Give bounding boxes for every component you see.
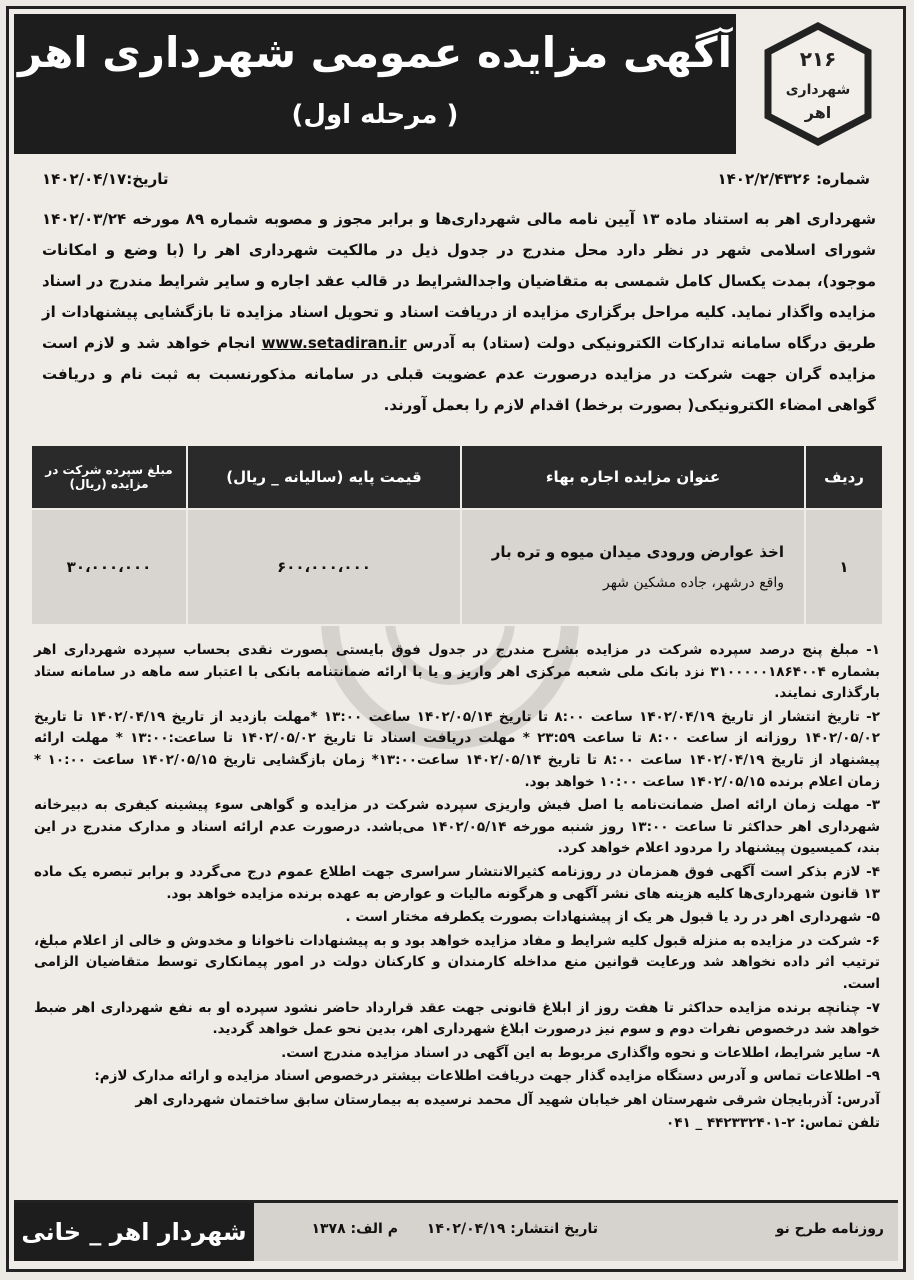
notice-number: شماره: ۱۴۰۲/۲/۴۳۲۶	[717, 170, 870, 188]
setad-link[interactable]: www.setadiran.ir	[261, 334, 407, 352]
title-banner	[14, 14, 736, 154]
subject-cell	[461, 509, 805, 625]
newspaper-name: روزنامه طرح نو	[775, 1221, 884, 1237]
logo-city: اهر	[804, 103, 832, 122]
term-2: ۲- تاریخ انتشار از تاریخ ۱۴۰۲/۰۴/۱۹ ساعت ۸:۰۰ تا تاریخ ۱۴۰۲/۰۵/۱۴ ساعت ۱۳:۰۰ *مهلت بازدید از تاریخ ۱۴۰۲/۰۴/۱۹ تا تاریخ ۱۴۰۲/۰۵/۰۲ روزانه از ساعت ۸:۰۰ تا ساعت ۲۳:۵۹ * مهلت دریافت اسناد تا تاریخ ۱۴۰۲/۰۵/۰۲ تا ساعت:۱۳:۰۰ * مهلت ارائه پیشنهاد از تاریخ ۱۴۰۲/۰۴/۱۹ ساعت ۸:۰۰ تا تاریخ ۱۴۰۲/۰۵/۱۴ ساعت۱۳:۰۰* زمان بازگشایی تاریخ ۱۴۰۲/۰۵/۱۵ ساعت ۱۰:۰۰ * زمان اعلام برنده ۱۴۰۲/۰۵/۱۵ ساعت ۱۰:۰۰ خواهد بود.	[34, 708, 881, 790]
col-header-row: ردیف	[805, 445, 883, 509]
contact-address: آدرس: آذربایجان شرقی شهرستان اهر خیابان شهید آل محمد نرسیده به بیمارستان سابق ساختمان شهرداری اهر	[135, 1091, 880, 1108]
municipality-logo	[756, 22, 880, 146]
term-8: ۸- سایر شرایط، اطلاعات و نحوه واگذاری مربوط به این آگهی در اسناد مزایده مندرج است.	[281, 1044, 880, 1061]
contact-phone: تلفن تماس: ۲-۴۴۲۳۳۲۴۰۱ _ ۰۴۱	[666, 1115, 880, 1132]
subject-title: اخذ عوارض ورودی میدان میوه و تره بار	[491, 543, 784, 561]
term-9: ۹- اطلاعات تماس و آدرس دستگاه مزایده گذار جهت دریافت اطلاعات بیشتر درخصوص اسناد مزایده و ارائه مدارک لازم:	[94, 1068, 880, 1085]
ad-code: م الف: ۱۳۷۸	[311, 1221, 398, 1237]
term-4: ۴- لازم بذکر است آگهی فوق همزمان در روزنامه کثیرالانتشار سراسری جهت اطلاع عموم درج می‌گردد و برابر تبصره یک ماده ۱۳ قانون شهرداری‌ها کلیه هزینه های نشر آگهی و هرگونه مالیات و عوارض به عهده برنده مزایده خواهد بود.	[34, 863, 880, 902]
base-price: ۶۰۰،۰۰۰،۰۰۰	[187, 509, 461, 625]
mayor-signature: شهردار اهر _ خانی	[14, 1203, 254, 1261]
term-1: ۱- مبلغ پنج درصد سپرده شرکت در مزایده بشرح مندرج در جدول فوق بایستی بصورت نقدی بحساب سپرده شهرداری اهر بشماره ۳۱۰۰۰۰۰۱۸۶۴۰۰۴ نزد بانک ملی شعبه مرکزی اهر واریز و یا با ارائه ضمانتنامه بانکی با اعتبار سه ماهه در سامانه ستاد بارگذاری نمایند.	[34, 642, 880, 702]
subject-location: واقع درشهر، جاده مشکین شهر	[602, 575, 784, 591]
row-number: ۱	[805, 509, 883, 625]
term-5: ۵- شهرداری اهر در رد یا قبول هر یک از پیشنهادات بصورت یکطرفه مختار است .	[345, 909, 880, 926]
notice-subtitle: ( مرحله اول)	[291, 100, 459, 130]
notice-date: تاریخ:۱۴۰۲/۰۴/۱۷	[42, 170, 169, 188]
notice-header	[14, 14, 898, 154]
term-7: ۷- چنانچه برنده مزایده حداکثر تا هفت روز از ابلاغ قانونی جهت عقد قرارداد حاضر نشود سپرده او به نفع شهرداری اهر ضبط خواهد شد درخصوص نفرات دوم و سوم نیز درصورت ابلاغ شهرداری اهر، بدین نحو عمل خواهد گردید.	[34, 999, 880, 1038]
publish-date: تاریخ انتشار: ۱۴۰۲/۰۴/۱۹	[426, 1221, 598, 1237]
logo-number: ۲۱۶	[799, 47, 837, 71]
terms-list	[34, 640, 880, 1137]
col-header-deposit: مبلغ سپرده شرکت در مزایده (ریال)	[31, 445, 187, 509]
notice-title: آگهی مزایده عمومی شهرداری اهر	[18, 28, 732, 77]
notice-footer	[14, 1200, 898, 1261]
intro-paragraph	[42, 204, 876, 421]
term-3: ۳- مهلت زمان ارائه اصل ضمانت‌نامه یا اصل فیش واریزی سپرده شرکت در مزایده و گواهی سوء پیشینه کیفری به دبیرخانه شهرداری اهر حداکثر تا ساعت ۱۳:۰۰ روز شنبه مورخه ۱۴۰۲/۰۵/۱۴ می‌باشد. درصورت عدم ارائه اسناد و مدارک مندرج در این بند، کمیسیون پیشنهاد را مردود اعلام خواهد کرد.	[34, 797, 880, 857]
col-header-base-price: قیمت پایه (سالیانه _ ریال)	[187, 445, 461, 509]
logo-word: شهرداری	[785, 82, 851, 98]
intro-text-1: شهرداری اهر به استناد ماده ۱۳ آیین نامه مالی شهرداری‌ها و برابر مجوز و مصوبه شماره ۸۹ مورخه ۱۴۰۲/۰۳/۲۴ شورای اسلامی شهر در نظر دارد محل مندرج در جدول ذیل در مالکیت شهرداری اهر را (با وضع و امکانات موجود)، بمدت یکسال کامل شمسی به متقاضیان واجدالشرایط در قالب عقد اجاره و سایر شرایط مندرج در اسناد مزایده واگذار نماید. کلیه مراحل برگزاری مزایده از دریافت اسناد و تحویل اسناد مزایده تا بازگشایی پیشنهادات از طریق درگاه سامانه تدارکات الکترونیکی دولت (ستاد) به آدرس	[42, 210, 876, 352]
col-header-subject: عنوان مزایده اجاره بهاء	[461, 445, 805, 509]
term-6: ۶- شرکت در مزایده به منزله قبول کلیه شرایط و مفاد مزایده خواهد بود و به پیشنهادات ناخوانا و مخدوش و خالی از اعلام مبلغ، ترتیب اثر داده نخواهد شد ورعایت قوانین منع مداخله کارمندان و کارکنان دولت در امور پیمانکاری توسط متقاضیان الزامی است.	[34, 932, 880, 992]
table-row	[31, 509, 883, 625]
auction-table	[30, 444, 884, 626]
deposit-amount: ۳۰،۰۰۰،۰۰۰	[31, 509, 187, 625]
intro-text-2: انجام خواهد شد و لازم است مزایده گران جهت شرکت در مزایده درصورت عدم عضویت قبلی در سامانه مذکورنسبت به ثبت نام و دریافت گواهی امضاء الکترونیکی( بصورت برخط) اقدام لازم را بعمل آورند.	[42, 334, 876, 414]
